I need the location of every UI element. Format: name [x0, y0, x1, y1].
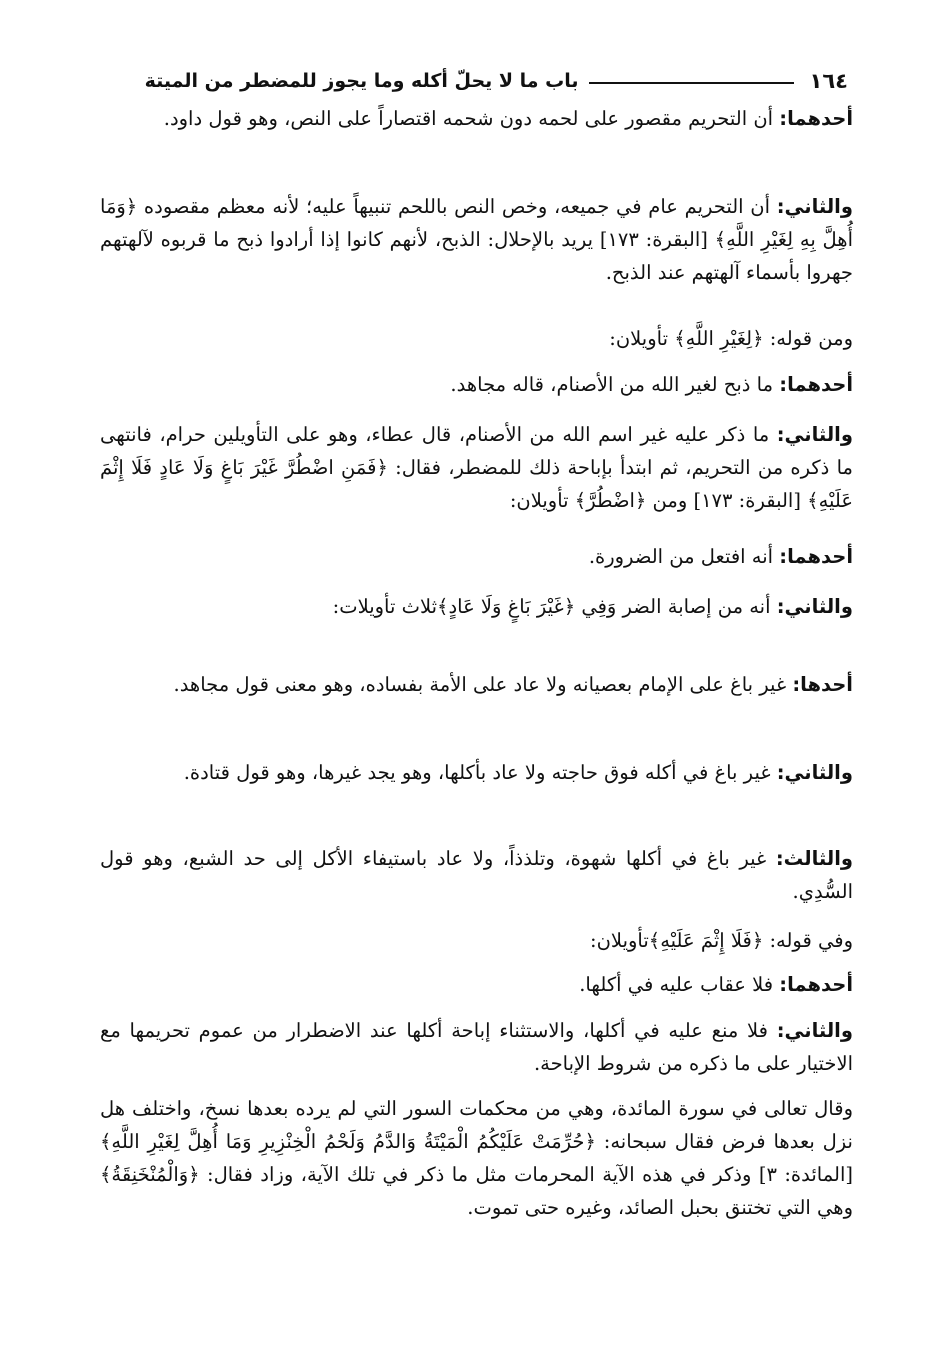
- paragraph: [100, 756, 853, 789]
- paragraph: [100, 540, 853, 573]
- paragraph-lead: أحدهما:: [779, 373, 853, 396]
- paragraph-lead: أحدهما:: [779, 545, 853, 568]
- paragraph: [100, 668, 853, 701]
- paragraph: [100, 1092, 853, 1224]
- paragraph: [100, 190, 853, 289]
- paragraph-text: فلا عقاب عليه في أكلها.: [579, 973, 780, 996]
- paragraph-lead: والثاني:: [776, 595, 853, 618]
- paragraph: [100, 418, 853, 517]
- paragraph-text: غير باغ على الإمام بعصيانه ولا عاد على الأمة بفساده، وهو معنى قول مجاهد.: [173, 673, 793, 696]
- paragraph-text: وقال تعالى في سورة المائدة، وهي من محكمات السور التي لم يرده بعدها نسخ، واختلف هل نزل بعدها فرض فقال سبحانه: ﴿حُرِّمَتْ عَلَيْكُمُ الْمَيْتَةُ وَالدَّمُ وَلَحْمُ الْخِنْزِيرِ وَمَا أُهِلَّ لِغَيْرِ اللَّهِ﴾ [المائدة: ٣] وذكر في هذه الآية المحرمات مثل ما ذكر في تلك الآية، وزاد فقال: ﴿وَالْمُنْخَنِقَةُ﴾ وهي التي تختنق بحبل الصائد، وغيره حتى تموت.: [100, 1097, 853, 1219]
- paragraph: [100, 590, 853, 623]
- paragraph-lead: أحدها:: [792, 673, 853, 696]
- paragraph-text: ما ذبح لغير الله من الأصنام، قاله مجاهد.: [450, 373, 780, 396]
- paragraph: [100, 968, 853, 1001]
- paragraph-lead: والثاني:: [776, 195, 853, 218]
- paragraph-lead: أحدهما:: [779, 107, 853, 130]
- paragraph-text: أن التحريم مقصور على لحمه دون شحمه اقتصاراً على النص، وهو قول داود.: [163, 107, 780, 130]
- paragraph: [100, 102, 853, 135]
- paragraph-lead: أحدهما:: [779, 973, 853, 996]
- header-rule: [589, 82, 794, 84]
- paragraph-lead: والثالث:: [775, 847, 853, 870]
- paragraph-text: أن التحريم عام في جميعه، وخص النص باللحم تنبيهاً عليه؛ لأنه معظم مقصوده ﴿وَمَا أُهِلَّ بِهِ لِغَيْرِ اللَّهِ﴾ [البقرة: ١٧٣] يريد بالإحلال: الذبح، لأنهم كانوا إذا أرادوا ذبح ما قربوه لآلهتهم جهروا بأسماء آلهتهم عند الذبح.: [100, 195, 853, 284]
- paragraph-text: أنه من إصابة الضر وَفِي ﴿غَيْرَ بَاغٍ وَلَا عَادٍ﴾ثلاث تأويلات:: [332, 595, 777, 618]
- chapter-title: باب ما لا يحلّ أكله وما يجوز للمضطر من الميتة: [144, 70, 579, 92]
- paragraph-lead: والثاني:: [776, 1019, 853, 1042]
- page-number: ١٦٤: [809, 69, 848, 93]
- paragraph-text: فلا منع عليه في أكلها، والاستثناء إباحة أكلها عند الاضطرار من عموم تحريمها مع الاختيار على ما ذكره من شروط الإباحة.: [100, 1019, 853, 1075]
- paragraph-lead: والثاني:: [776, 761, 853, 784]
- paragraph-text: ومن قوله: ﴿لِغَيْرِ اللَّهِ﴾ تأويلان:: [609, 327, 853, 350]
- paragraph-text: ما ذكر عليه غير اسم الله من الأصنام، قال عطاء، وهو على التأويلين حرام، فانتهى ما ذكره من التحريم، ثم ابتدأ بإباحة ذلك للمضطر، فقال: ﴿فَمَنِ اضْطُرَّ غَيْرَ بَاغٍ وَلَا عَادٍ فَلَا إِثْمَ عَلَيْهِ﴾ [البقرة: ١٧٣] ومن ﴿اضْطُرَّ﴾ تأويلان:: [100, 423, 853, 512]
- paragraph-text: غير باغ في أكلها شهوة، وتلذذاً، ولا عاد باستيفاء الأكل إلى حد الشبع، وهو قول السُّدِي.: [100, 847, 853, 903]
- paragraph-text: أنه افتعل من الضرورة.: [588, 545, 780, 568]
- paragraph: [100, 322, 853, 355]
- paragraph: [100, 842, 853, 908]
- page-header: [88, 52, 848, 96]
- paragraph: [100, 368, 853, 401]
- paragraph-text: غير باغ في أكله فوق حاجته ولا عاد بأكلها، وهو يجد غيرها، وهو قول قتادة.: [183, 761, 777, 784]
- paragraph: [100, 1014, 853, 1080]
- paragraph: [100, 924, 853, 957]
- paragraph-text: وفي قوله: ﴿فَلَا إِثْمَ عَلَيْهِ﴾تأويلان:: [590, 929, 853, 952]
- paragraph-lead: والثاني:: [776, 423, 853, 446]
